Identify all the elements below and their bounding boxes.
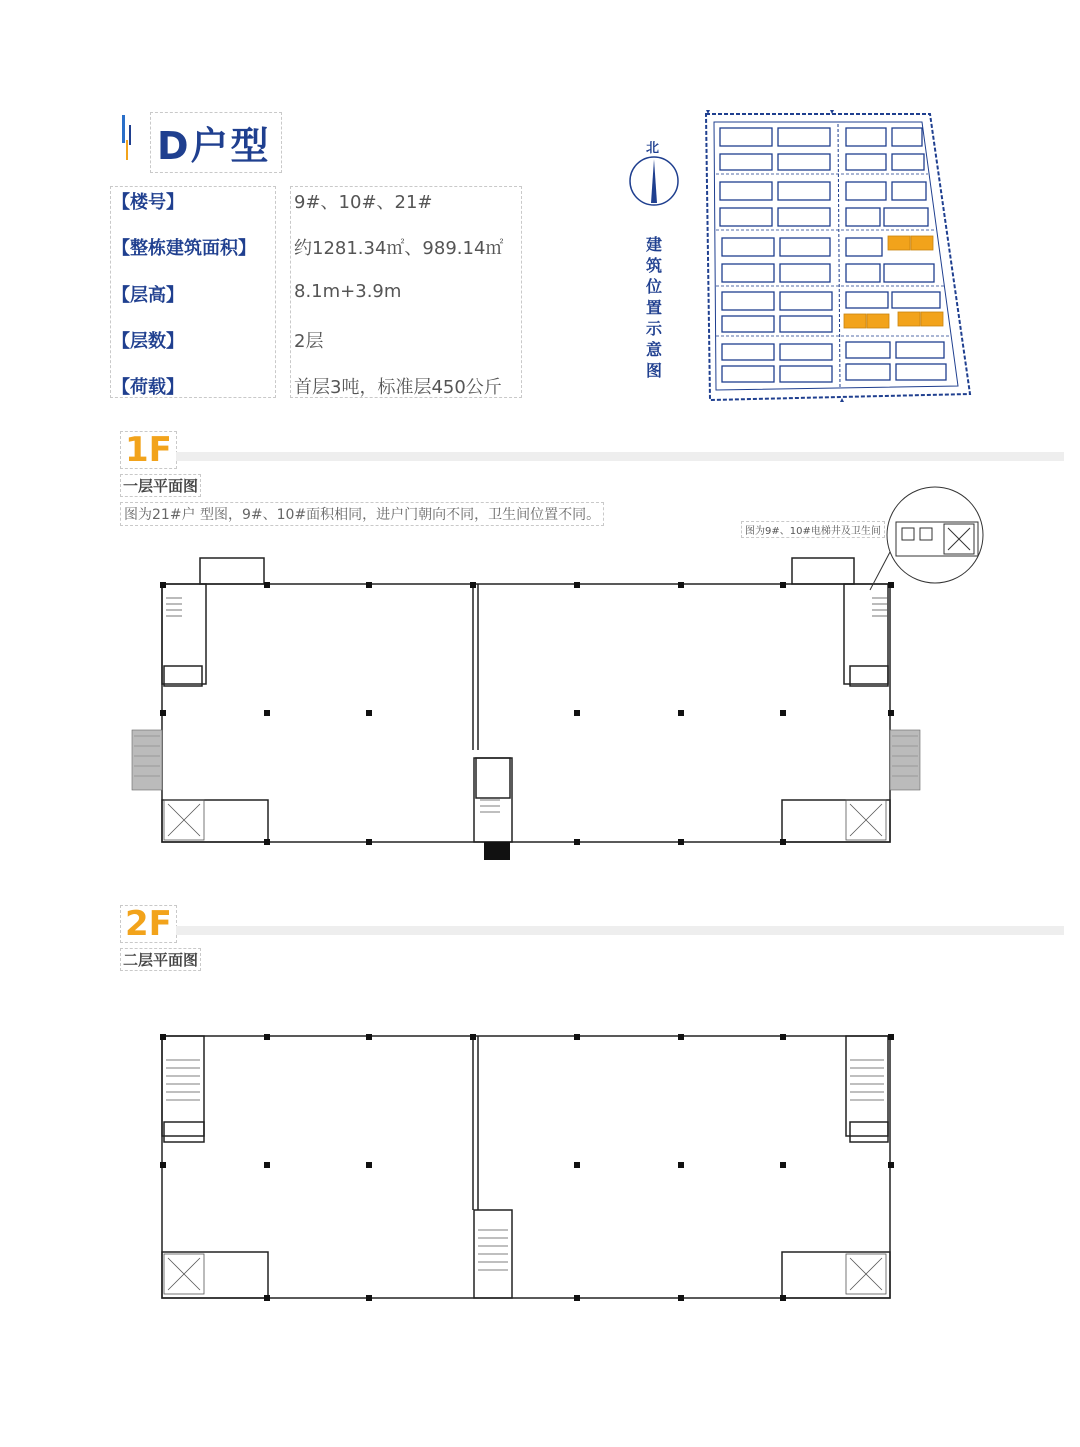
spec-label-floor-height: 【层高】 bbox=[112, 285, 184, 306]
vertical-char: 示 bbox=[645, 319, 662, 338]
spec-value-floors: 2层 bbox=[294, 331, 324, 352]
compass-icon bbox=[628, 155, 680, 207]
title-accent-bar-dark bbox=[129, 125, 131, 145]
floor2-subtitle: 二层平面图 bbox=[120, 948, 201, 971]
floor1-plan bbox=[120, 480, 1000, 870]
floor2-tag: 2F bbox=[120, 905, 177, 943]
spec-value-load: 首层3吨，标准层450公斤 bbox=[294, 377, 502, 398]
north-label: 北 bbox=[646, 141, 660, 156]
vertical-char: 建 bbox=[645, 235, 662, 254]
spec-value-floor-height: 8.1m+3.9m bbox=[294, 281, 402, 302]
spec-table bbox=[110, 186, 522, 398]
title-accent-bar bbox=[122, 115, 125, 143]
spec-value-building-no: 9#、10#、21# bbox=[294, 192, 433, 213]
vertical-char: 意 bbox=[645, 340, 662, 359]
vertical-char: 图 bbox=[645, 361, 662, 380]
title-accent-bar-orange bbox=[126, 140, 128, 160]
site-plan-map bbox=[700, 110, 972, 402]
vertical-char: 筑 bbox=[645, 256, 662, 275]
vertical-char: 置 bbox=[645, 298, 662, 317]
spec-label-area: 【整栋建筑面积】 bbox=[112, 238, 256, 259]
floor1-inset-note: 图为9#、10#电梯井及卫生间 bbox=[741, 521, 885, 538]
floor1-note: 图为21#户 型图，9#、10#面积相同，进户门朝向不同，卫生间位置不同。 bbox=[120, 502, 604, 526]
spec-label-load: 【荷载】 bbox=[112, 377, 184, 398]
floor1-subtitle: 一层平面图 bbox=[120, 474, 201, 497]
floor1-divider bbox=[176, 452, 1064, 461]
spec-label-building-no: 【楼号】 bbox=[112, 192, 184, 213]
spec-value-area: 约1281.34㎡、989.14㎡ bbox=[294, 238, 504, 259]
site-plan-vertical-label bbox=[645, 234, 663, 381]
floor1-tag: 1F bbox=[120, 431, 177, 469]
page-title: D户型 bbox=[150, 112, 282, 173]
vertical-char: 位 bbox=[645, 277, 662, 296]
floor2-plan bbox=[120, 1020, 940, 1320]
spec-label-floors: 【层数】 bbox=[112, 331, 184, 352]
floor2-divider bbox=[176, 926, 1064, 935]
